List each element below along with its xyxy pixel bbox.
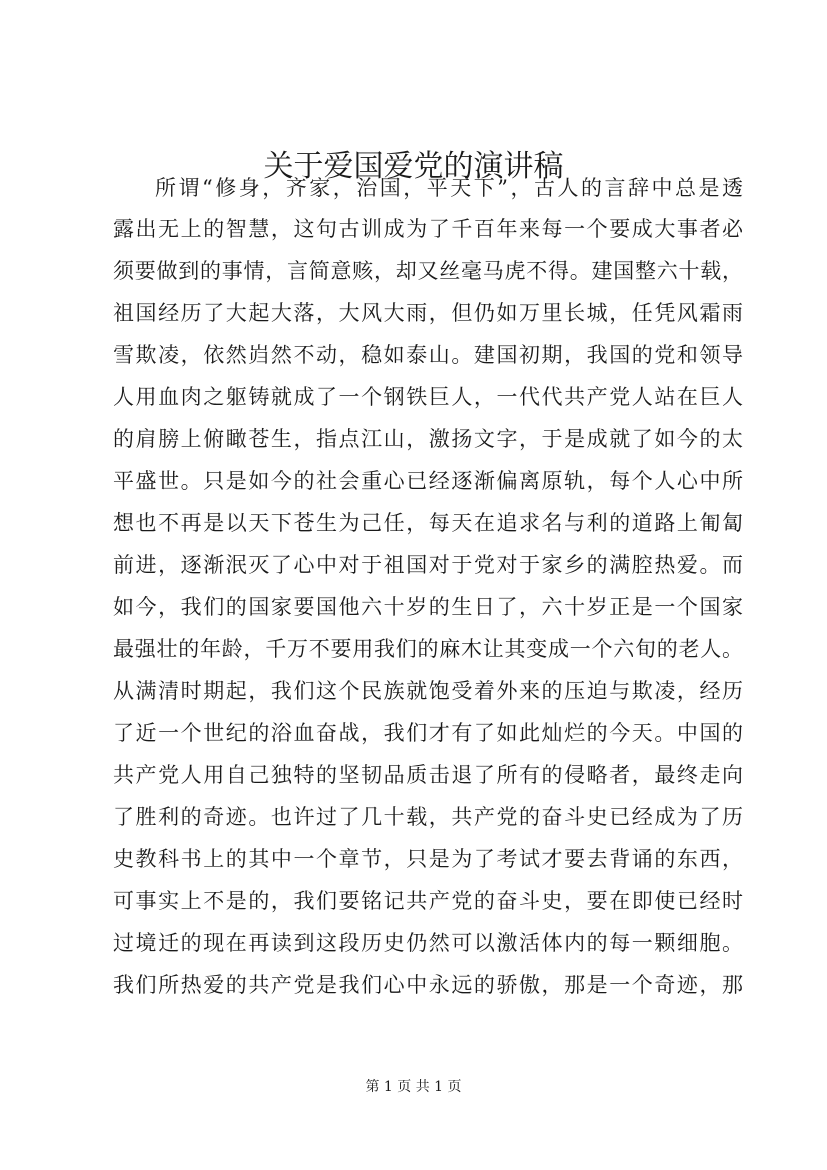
line-text: 前进，逐渐泯灭了心中对于祖国对于党对于家乡的满腔热爱。而 [113,553,743,577]
paragraph-line [113,670,743,712]
line-text: 露出无上的智慧，这句古训成为了千百年来每一个要成大事者必 [113,217,743,241]
line-text: 祖国经历了大起大落，大风大雨，但仍如万里长城，任凭风霜雨 [113,301,743,325]
paragraph-line [113,168,743,208]
line-text: 过境迁的现在再读到这段历史仍然可以激活体内的每一颗细胞。 [113,931,743,955]
line-text: 从满清时期起，我们这个民族就饱受着外来的压迫与欺凌，经历 [113,679,743,703]
line-text: 如今，我们的国家要国他六十岁的生日了，六十岁正是一个国家 [113,595,743,619]
paragraph-line [113,628,743,670]
line-text: 人用血肉之躯铸就成了一个钢铁巨人，一代代共产党人站在巨人 [113,385,743,409]
line-text: 共产党人用自己独特的坚韧品质击退了所有的侵略者，最终走向 [113,763,743,787]
paragraph-line [113,502,743,544]
paragraph-line [113,292,743,334]
paragraph-line [113,880,743,922]
paragraph-line [113,460,743,502]
paragraph-line [113,922,743,964]
paragraph-line [113,586,743,628]
line-text: 史教科书上的其中一个章节，只是为了考试才要去背诵的东西， [113,847,743,871]
paragraph-line [113,418,743,460]
document-title: 关于爱国爱党的演讲稿 [263,149,564,184]
paragraph-line [113,964,743,1006]
line-text: 了近一个世纪的浴血奋战，我们才有了如此灿烂的今天。中国的 [113,721,743,745]
page-footer [0,1077,827,1097]
paragraph-line [113,712,743,754]
paragraph-line [113,250,743,292]
paragraph-line [113,544,743,586]
line-text: 须要做到的事情，言简意赅，却又丝毫马虎不得。建国整六十载， [113,259,743,283]
paragraph-line [113,376,743,418]
paragraph-line [113,838,743,880]
line-text: 了胜利的奇迹。也许过了几十载，共产党的奋斗史已经成为了历 [113,805,743,829]
document-body [113,168,743,1006]
line-text: 雪欺凌，依然岿然不动，稳如泰山。建国初期，我国的党和领导 [113,343,743,367]
paragraph-line [113,796,743,838]
line-text: 可事实上不是的，我们要铭记共产党的奋斗史，要在即使已经时 [113,889,743,913]
paragraph-line [113,208,743,250]
line-text: 的肩膀上俯瞰苍生，指点江山，激扬文字，于是成就了如今的太 [113,427,743,451]
line-text: 所谓“修身，齐家，治国，平天下”，古人的言辞中总是透 [155,176,743,200]
line-text: 我们所热爱的共产党是我们心中永远的骄傲，那是一个奇迹，那 [113,973,743,997]
paragraph-line [113,334,743,376]
line-text: 最强壮的年龄，千万不要用我们的麻木让其变成一个六旬的老人。 [113,637,743,661]
page-number: 第 1 页 共 1 页 [365,1079,462,1095]
line-text: 平盛世。只是如今的社会重心已经逐渐偏离原轨，每个人心中所 [113,469,743,493]
paragraph-line [113,754,743,796]
line-text: 想也不再是以天下苍生为己任，每天在追求名与利的道路上匍匐 [113,511,743,535]
